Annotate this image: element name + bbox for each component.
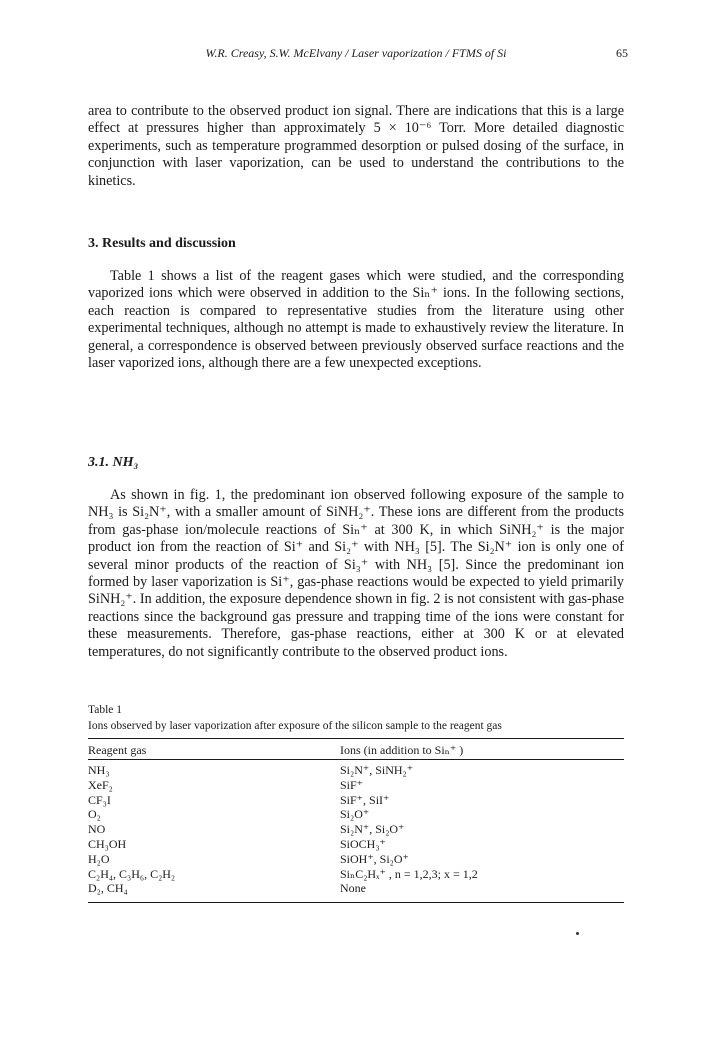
subsection-heading: 3.1. NH₃ [88, 455, 139, 470]
results-paragraph: Table 1 shows a list of the reagent gases which were studied, and the corresponding vaporized ions which were observed in addition to the Siₙ⁺ ions. In the following sections, each reaction is compared to representative studies from the literature using other experimental techniques, although no attempt is made to exhaustively review the literature. In general, a correspondence is observed between previously observed surface reactions and the laser vaporized ions, although there are a few unexpected exceptions. [88, 268, 624, 372]
ions-cell: Si₂N⁺, SiNH₂⁺ [340, 763, 414, 777]
reagent-cell: O₂ [88, 807, 101, 822]
page-number: 65 [616, 46, 628, 60]
ions-cell: SiF⁺, SiI⁺ [340, 792, 390, 807]
ions-cell: SiₙC₂Hₓ⁺ , n = 1,2,3; x = 1,2 [340, 866, 478, 881]
reagent-cell: XeF₂ [88, 777, 113, 792]
reagent-cell: NH₃ [88, 763, 110, 777]
section-heading: 3. Results and discussion [88, 236, 236, 251]
reagent-cell: C₂H₄, C₃H₆, C₂H₂ [88, 866, 176, 881]
table-row [88, 793, 624, 808]
intro-paragraph: area to contribute to the observed product ion signal. There are indications that this is a large effect at pressures higher than approximately 5 × 10⁻⁶ Torr. More detailed diagnostic experiments, such as temperature programmed desorption or pulsed dosing of the surface, in conjunction with laser vaporization, can be used to understand the contributions to the kinetics. [88, 103, 624, 189]
ions-cell: SiOCH₃⁺ [340, 836, 386, 851]
ions-cell: SiF⁺ [340, 777, 364, 792]
ions-cell: Si₂N⁺, Si₂O⁺ [340, 822, 405, 837]
ions-cell: None [340, 881, 366, 896]
table-header-row [88, 741, 624, 759]
table-row [88, 807, 624, 822]
ions-cell: SiOH⁺, Si₂O⁺ [340, 851, 409, 866]
table-bottom-rule [88, 902, 624, 903]
table-row [88, 867, 624, 882]
header-reagent-gas: Reagent gas [88, 742, 147, 757]
ions-table [88, 738, 624, 903]
reagent-cell: NO [88, 822, 106, 837]
running-head: W.R. Creasy, S.W. McElvany / Laser vaporization / FTMS of Si [205, 46, 507, 60]
reagent-cell: D₂, CH₄ [88, 881, 128, 896]
reagent-cell: CH₃OH [88, 836, 127, 851]
table-caption: Ions observed by laser vaporization after exposure of the silicon sample to the reagent gas [88, 720, 502, 732]
table-row [88, 778, 624, 793]
table-row [88, 837, 624, 852]
table-row [88, 763, 624, 778]
ions-cell: Si₂O⁺ [340, 807, 370, 822]
table-row [88, 822, 624, 837]
nh3-paragraph: As shown in fig. 1, the predominant ion observed following exposure of the sample to NH₃ is Si₂N⁺, with a smaller amount of SiNH₂⁺. These ions are different from the products from gas-phase ion/molecule reactions of Siₙ⁺ at 300 K, in which SiNH₂⁺ is the major product ion from the reaction of Si⁺ and Si₂⁺ with NH₃ [5]. The Si₂N⁺ ion is only one of several minor products of the reaction of Si₃⁺ with NH₃ [5]. Since the predominant ion formed by laser vaporization is Si⁺, gas-phase reactions would be expected to yield primarily SiNH₂⁺. In addition, the exposure dependence shown in fig. 2 is not consistent with gas-phase reactions since the background gas pressure and trapping time of the ions were constant for these measurements. Therefore, gas-phase reactions, either at 300 K or at elevated temperatures, do not significantly contribute to the observed product ions. [88, 487, 624, 660]
table-row [88, 852, 624, 867]
header-ions: Ions (in addition to Siₙ⁺ ) [340, 742, 464, 757]
table-body [88, 760, 624, 896]
reagent-cell: H₂O [88, 851, 110, 866]
table-top-rule [88, 738, 624, 739]
table-row [88, 881, 624, 896]
reagent-cell: CF₃I [88, 792, 111, 807]
table-label: Table 1 [88, 704, 123, 716]
scan-speck [576, 932, 579, 935]
